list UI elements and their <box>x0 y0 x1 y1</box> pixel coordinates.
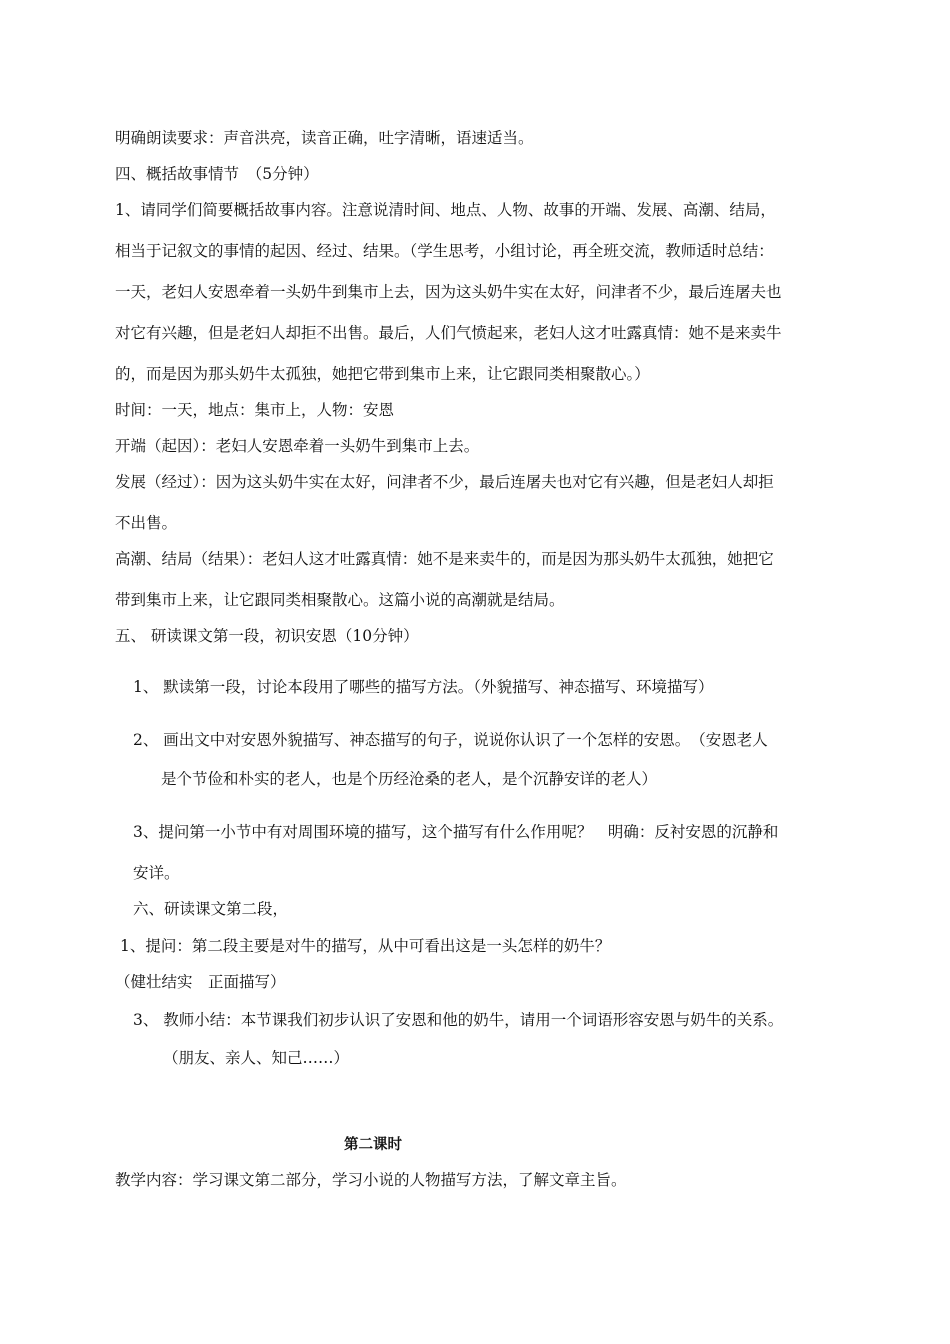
section-4-paragraph-line-2: 相当于记叙文的事情的起因、经过、结果。（学生思考，小组讨论，再全班交流，教师适时总结： <box>115 242 774 260</box>
section-5-question-2-line-1: 2、 画出文中对安恩外貌描写、神态描写的句子，说说你认识了一个怎样的安恩。 （安恩老人 <box>133 731 768 749</box>
lesson-2-title: 第二课时 <box>344 1137 402 1153</box>
section-5-question-1: 1、 默读第一段，讨论本段用了哪些的描写方法。（外貌描写、神态描写、环境描写） <box>133 678 714 696</box>
section-4-paragraph-line-4: 对它有兴趣，但是老妇人却拒不出售。最后，人们气愤起来，老妇人这才吐露真情：她不是来卖牛 <box>115 324 782 342</box>
lesson-2-content: 教学内容：学习课文第二部分，学习小说的人物描写方法，了解文章主旨。 <box>115 1171 627 1189</box>
development-line-1: 发展（经过）：因为这头奶牛实在太好，问津者不少，最后连屠夫也对它有兴趣，但是老妇人却拒 <box>115 473 774 491</box>
section-5-question-2-line-2: 是个节俭和朴实的老人，也是个历经沧桑的老人，是个沉静安详的老人） <box>161 770 658 788</box>
section-5-question-3-line-1: 3、提问第一小节中有对周围环境的描写，这个描写有什么作用呢？ 明确：反衬安恩的沉静和 <box>133 823 779 841</box>
section-4-title: 四、概括故事情节 （5分钟） <box>115 165 319 183</box>
section-4-paragraph-line-5: 的，而是因为那头奶牛太孤独，她把它带到集市上来，让它跟同类相聚散心。） <box>115 365 650 383</box>
section-5-question-3-line-2: 安详。 <box>133 864 180 882</box>
section-6-answer-3: （朋友、亲人、知己……） <box>163 1049 350 1067</box>
reading-requirements: 明确朗读要求：声音洪亮，读音正确，吐字清晰，语速适当。 <box>115 129 534 147</box>
section-6-title: 六、研读课文第二段， <box>133 900 289 918</box>
section-6-question-1: 1、提问：第二段主要是对牛的描写，从中可看出这是一头怎样的奶牛？ <box>120 937 611 955</box>
section-6-question-3: 3、 教师小结：本节课我们初步认识了安恩和他的奶牛，请用一个词语形容安恩与奶牛的关系。 <box>133 1011 784 1029</box>
section-5-title: 五、 研读课文第一段，初识安恩（10分钟） <box>115 627 419 645</box>
time-place-people: 时间：一天，地点：集市上，人物：安恩 <box>115 401 395 419</box>
climax-line-1: 高潮、结局（结果）：老妇人这才吐露真情：她不是来卖牛的，而是因为那头奶牛太孤独，她把它 <box>115 550 774 568</box>
development-line-2: 不出售。 <box>115 514 178 532</box>
section-6-answer-1: （健壮结实 正面描写） <box>115 973 286 991</box>
opening-line: 开端（起因）：老妇人安恩牵着一头奶牛到集市上去。 <box>115 437 480 455</box>
section-4-paragraph-line-1: 1、请同学们简要概括故事内容。注意说清时间、地点、人物、故事的开端、发展、高潮、结局， <box>115 201 776 219</box>
climax-line-2: 带到集市上来，让它跟同类相聚散心。这篇小说的高潮就是结局。 <box>115 591 565 609</box>
section-4-paragraph-line-3: 一天，老妇人安恩牵着一头奶牛到集市上去，因为这头奶牛实在太好，问津者不少，最后连屠夫也 <box>115 283 782 301</box>
